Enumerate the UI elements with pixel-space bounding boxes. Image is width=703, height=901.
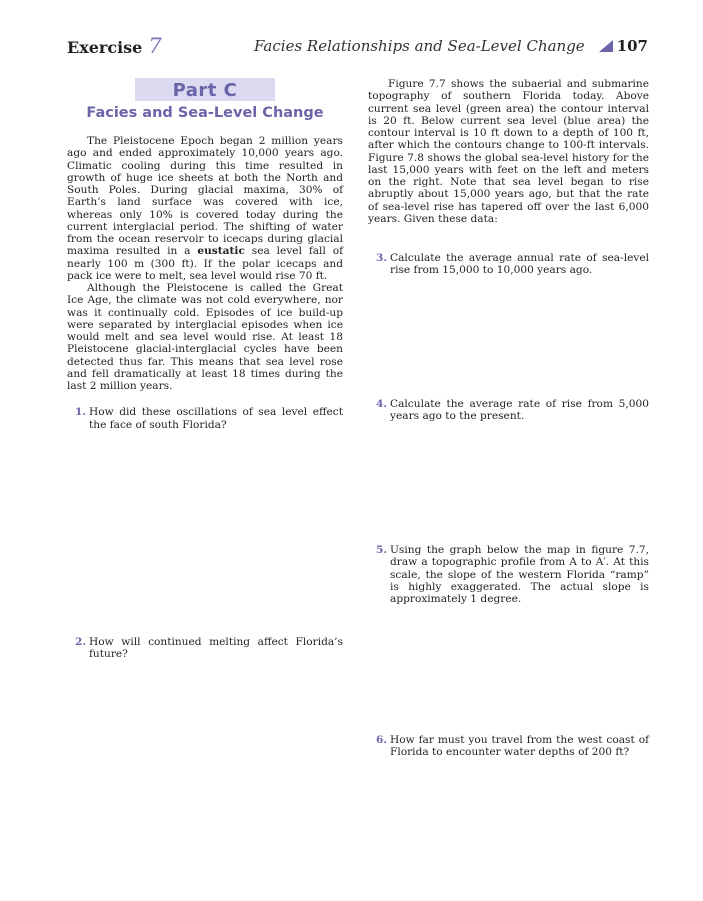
part-label: Part C bbox=[135, 78, 275, 101]
triangle-icon bbox=[599, 40, 613, 52]
chapter-title: Facies Relationships and Sea-Level Change bbox=[254, 37, 585, 55]
question-2 bbox=[67, 636, 343, 661]
question-5 bbox=[368, 544, 649, 605]
question-text: How did these oscillations of sea level effect the face of south Florida? bbox=[89, 406, 343, 431]
question-text: How will continued melting affect Florida’s future? bbox=[89, 636, 343, 661]
paragraph-text: The Pleistocene Epoch began 2 million years ago and ended approximately 10,000 years ago. Climatic cooling during this time resulted in growth of huge ice sheets at both the North and South Poles. During glacial maxima, 30% of Earth’s land surface was covered with ice, whereas only 10% is covered today during the current interglacial period. The shifting of water from the ocean reservoir to icecaps during glacial maxima resulted in a bbox=[67, 135, 343, 258]
paragraph-pleistocene bbox=[67, 135, 343, 282]
question-6 bbox=[368, 734, 649, 759]
question-number: 3. bbox=[376, 252, 388, 264]
section-title: Facies and Sea-Level Change bbox=[86, 105, 324, 121]
paragraph-great-ice-age: Although the Pleistocene is called the Great Ice Age, the climate was not cold everywhere, nor was it continually cold. Episodes of ice build-up were separated by interglacial episodes when ice would melt and sea level would rise. At least 18 Pleistocene glacial-interglacial cycles have been detected thus far. This means that sea level rose and fell dramatically at least 18 times during the last 2 million years. bbox=[67, 282, 343, 392]
question-number: 1. bbox=[75, 406, 87, 419]
paragraph-text: sea level fall of nearly 100 m (300 ft). If the polar icecaps and pack ice were to melt, sea level would rise 70 ft. bbox=[67, 245, 343, 282]
header-exercise bbox=[67, 34, 162, 58]
question-number: 5. bbox=[376, 544, 388, 556]
page-number: 107 bbox=[616, 37, 648, 55]
question-number: 4. bbox=[376, 398, 388, 410]
left-column bbox=[67, 78, 343, 661]
question-number: 2. bbox=[75, 636, 87, 648]
question-1 bbox=[67, 406, 343, 431]
exercise-number: 7 bbox=[148, 34, 162, 58]
question-text: How far must you travel from the west coast of Florida to encounter water depths of 200 ft? bbox=[390, 734, 649, 759]
question-text: Using the graph below the map in figure 7.7, draw a topographic profile from A to A′. At this scale, the slope of the western Florida “ramp” is highly exaggerated. The actual slope is approximately 1 degree. bbox=[390, 544, 649, 605]
exercise-label: Exercise bbox=[67, 38, 143, 57]
question-text: Calculate the average annual rate of sea-level rise from 15,000 to 10,000 years ago. bbox=[390, 252, 649, 277]
paragraph-figure-7-7: Figure 7.7 shows the subaerial and submarine topography of southern Florida today. Above current sea level (green area) the contour interval is 20 ft. Below current sea level (blue area) the contour interval is 10 ft down to a depth of 100 ft, after which the contours change to 100-ft intervals. Figure 7.8 shows the global sea-level history for the last 15,000 years with feet on the left and meters on the right. Note that sea level began to rise abruptly about 15,000 years ago, but that the rate of sea-level rise has tapered off over the last 6,000 years. Given these data: bbox=[368, 78, 649, 225]
question-4 bbox=[368, 398, 649, 423]
question-number: 6. bbox=[376, 734, 388, 746]
question-text: Calculate the average rate of rise from 5,000 years ago to the present. bbox=[390, 398, 649, 423]
header-chapter bbox=[254, 37, 648, 55]
right-column bbox=[368, 78, 649, 759]
question-3 bbox=[368, 252, 649, 277]
term-eustatic: eustatic bbox=[197, 245, 245, 258]
